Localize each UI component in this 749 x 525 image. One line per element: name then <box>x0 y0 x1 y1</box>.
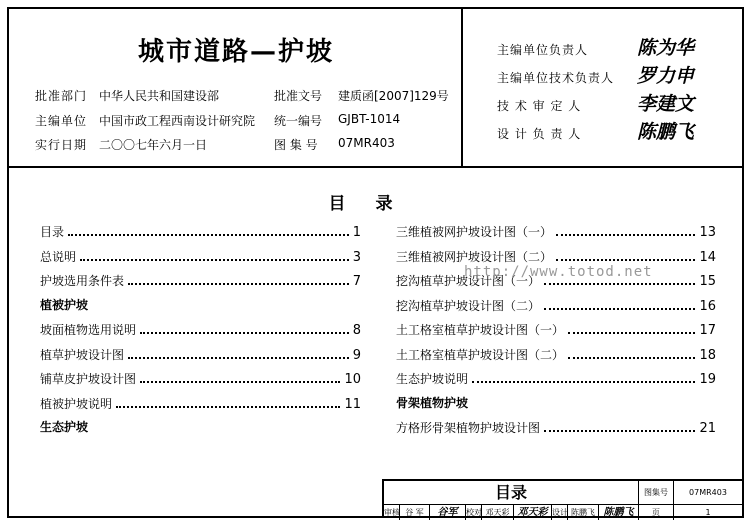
toc-entry-title: 护坡选用条件表 <box>40 274 125 288</box>
toc-entry-title: 挖沟植草护坡设计图（二） <box>396 299 541 313</box>
info-row-editor <box>35 112 400 129</box>
design-signature: 陈鹏飞 <box>599 505 639 520</box>
info-row-approval <box>35 87 449 104</box>
design-label: 设计 <box>552 505 568 520</box>
toc-section-heading: 骨架植物护坡 <box>396 396 469 410</box>
toc-leader-dots <box>568 357 695 359</box>
toc-entry-title: 三维植被网护坡设计图（一） <box>396 225 553 239</box>
role-chief-unit: 主编单位负责人 <box>497 43 589 57</box>
page-title: 城市道路—护坡 <box>137 37 334 67</box>
toc-leader-dots <box>68 234 349 236</box>
toc-leader-dots <box>556 234 695 236</box>
review-signature: 谷军 <box>430 505 466 520</box>
design-name: 陈鹏飞 <box>568 505 599 520</box>
role-tech-reviewer: 技 术 审 定 人 <box>497 99 582 113</box>
approve-dept: 中华人民共和国建设部 <box>99 89 220 103</box>
header-info <box>9 9 463 166</box>
toc-leader-dots <box>472 381 695 383</box>
toc-entry-page: 1 <box>352 225 361 240</box>
editor-unit: 中国市政工程西南设计研究院 <box>99 114 256 128</box>
toc-leader-dots <box>140 381 340 383</box>
toc-entry-page: 13 <box>699 225 716 240</box>
toc-entry-title: 方格形骨架植物护坡设计图 <box>396 421 541 435</box>
toc-leader-dots <box>140 332 349 334</box>
toc-section-heading: 植被护坡 <box>40 298 89 312</box>
effective-date: 二〇〇七年六月一日 <box>99 138 208 152</box>
toc-entry-title: 土工格室植草护坡设计图（二） <box>396 348 565 362</box>
toc-entry-title: 生态护坡说明 <box>396 372 469 386</box>
toc-leader-dots <box>544 283 695 285</box>
unified-no-label: 统一编号 <box>274 114 323 128</box>
check-signature: 邓天彩 <box>514 505 552 520</box>
toc-leader-dots <box>80 259 349 261</box>
toc-leader-dots <box>568 332 695 334</box>
toc-entry-title: 目录 <box>40 225 65 239</box>
toc-entry-page: 8 <box>352 323 361 338</box>
atlas-no-label: 图 集 号 <box>274 138 318 152</box>
check-label: 校对 <box>466 505 482 520</box>
toc-entry-page: 9 <box>352 348 361 363</box>
atlas-no-cell: 07MR403 <box>674 481 742 505</box>
header <box>9 9 742 168</box>
toc-entry-page: 11 <box>344 397 361 412</box>
unified-no: GJBT-1014 <box>338 112 401 126</box>
toc-leader-dots <box>556 259 695 261</box>
toc-leader-dots <box>128 357 349 359</box>
page-no-cell: 1 <box>705 508 711 517</box>
check-name: 邓天彩 <box>482 505 514 520</box>
toc-entry[interactable] <box>40 394 361 412</box>
editor-unit-label: 主编单位 <box>35 114 88 128</box>
toc-entry[interactable] <box>396 320 716 338</box>
toc-entry-page: 15 <box>699 274 716 289</box>
toc-entry[interactable] <box>40 320 361 338</box>
title-block-name: 目录 <box>384 481 639 505</box>
effective-date-label: 实行日期 <box>35 138 88 152</box>
toc-entry-page: 10 <box>344 372 361 387</box>
toc-entry-title: 植被护坡说明 <box>40 397 113 411</box>
toc-entry-page: 14 <box>699 250 716 265</box>
toc-entry-page: 17 <box>699 323 716 338</box>
toc-section-heading: 生态护坡 <box>40 420 89 434</box>
toc-entry-title: 挖沟植草护坡设计图（一） <box>396 274 541 288</box>
toc-entry-page: 21 <box>699 421 716 436</box>
toc-entry[interactable] <box>40 271 361 289</box>
toc-entry[interactable] <box>396 418 716 436</box>
approve-dept-label: 批准部门 <box>35 89 88 103</box>
toc-leader-dots <box>544 308 695 310</box>
signature-tech-chief: 罗力申 <box>637 65 695 87</box>
toc-leader-dots <box>544 430 695 432</box>
toc-entry-page: 18 <box>699 348 716 363</box>
info-row-date <box>35 136 395 153</box>
approve-doc: 建质函[2007]129号 <box>338 89 449 103</box>
toc-entry[interactable] <box>40 247 361 265</box>
toc-leader-dots <box>128 283 349 285</box>
toc-entry[interactable] <box>396 369 716 387</box>
watermark: http://www.totod.net <box>464 264 653 280</box>
toc-entry-title: 三维植被网护坡设计图（二） <box>396 250 553 264</box>
toc-entry[interactable] <box>40 369 361 387</box>
review-name: 谷 军 <box>400 505 430 520</box>
signature-panel <box>465 9 742 166</box>
toc-entry-title: 坡面植物选用说明 <box>40 323 137 337</box>
title-block <box>382 479 742 518</box>
atlas-label-cell: 图集号 <box>639 481 674 505</box>
toc-entry-title: 总说明 <box>40 250 77 264</box>
toc-entry-title: 土工格室植草护坡设计图（一） <box>396 323 565 337</box>
title-block-approvals <box>384 505 639 520</box>
toc-entry-page: 3 <box>352 250 361 265</box>
toc-entry[interactable] <box>40 222 361 240</box>
toc-entry[interactable] <box>396 222 716 240</box>
toc-leader-dots <box>116 406 340 408</box>
review-label: 审核 <box>384 505 400 520</box>
toc-entry[interactable] <box>396 247 716 265</box>
signature-design-lead: 陈鹏飞 <box>637 121 695 143</box>
toc-entry-page: 19 <box>699 372 716 387</box>
toc-title: 目录 <box>328 194 423 214</box>
atlas-no: 07MR403 <box>338 136 395 150</box>
drawing-frame <box>7 7 744 518</box>
toc-entry-title: 铺草皮护坡设计图 <box>40 372 137 386</box>
page-label-cell: 页 <box>639 505 674 520</box>
toc-entry-page: 16 <box>699 299 716 314</box>
toc-entry[interactable] <box>396 345 716 363</box>
signature-tech-reviewer: 李建文 <box>637 93 695 115</box>
role-design-lead: 设 计 负 责 人 <box>497 127 582 141</box>
toc-entry[interactable] <box>40 345 361 363</box>
toc-entry-title: 植草护坡设计图 <box>40 348 125 362</box>
signature-chief-unit: 陈为华 <box>637 37 695 59</box>
toc-entry-page: 7 <box>352 274 361 289</box>
toc-entry[interactable] <box>396 296 716 314</box>
approve-doc-label: 批准文号 <box>274 89 323 103</box>
role-tech-chief: 主编单位技术负责人 <box>497 71 615 85</box>
